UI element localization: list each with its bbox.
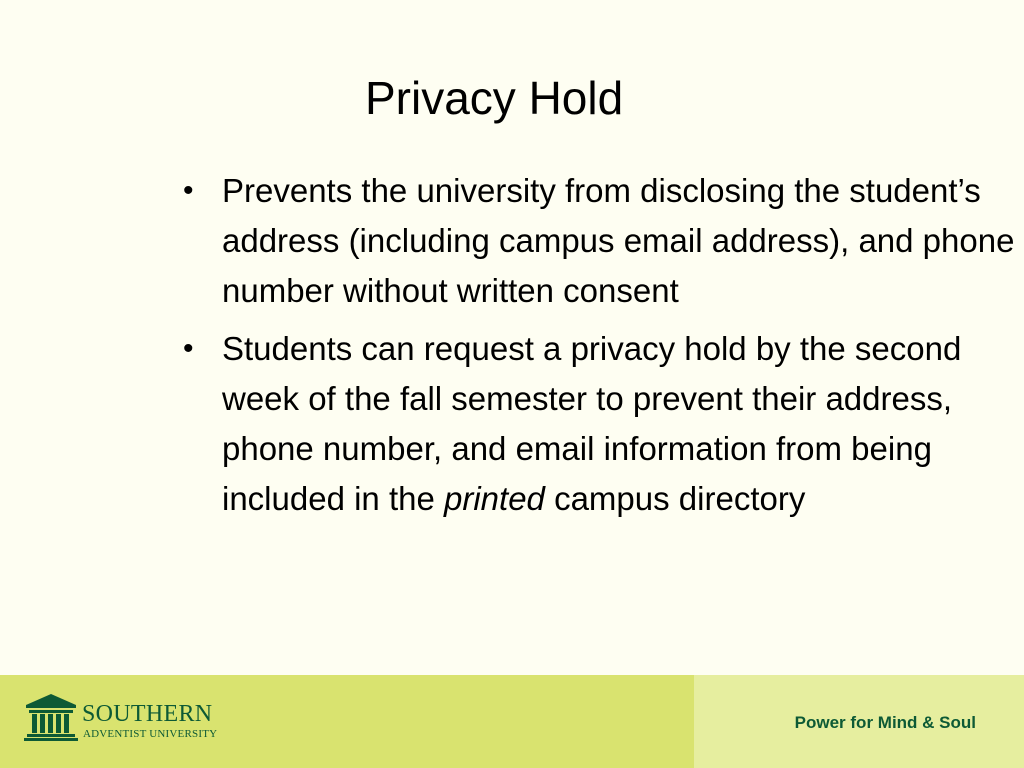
bullet-text-end: campus directory <box>544 480 806 517</box>
bullet-emphasis: printed <box>444 480 545 517</box>
logo-name: SOUTHERN <box>82 701 213 727</box>
columned-building-icon <box>22 691 80 747</box>
bullet-text-start: Students can request a privacy hold by the second week of the fall semester to prevent their address, phone number, and email information from being included in the <box>222 330 962 517</box>
slide-title: Privacy Hold <box>365 72 624 124</box>
footer-diagonal <box>694 675 784 768</box>
bullet-text <box>222 330 961 517</box>
bullet-marker: • <box>183 332 194 365</box>
bullet-marker: • <box>183 174 194 207</box>
logo-subtitle: ADVENTIST UNIVERSITY <box>83 728 218 740</box>
bullet-item <box>183 166 1019 316</box>
tagline: Power for Mind & Soul <box>794 713 976 732</box>
bullet-item <box>183 324 1019 524</box>
university-logo <box>22 691 242 751</box>
bullet-list <box>183 166 1019 532</box>
footer-band <box>0 675 1024 768</box>
bullet-text: Prevents the university from disclosing the student’s address (including campus email address), and phone number without written consent <box>222 172 1015 309</box>
